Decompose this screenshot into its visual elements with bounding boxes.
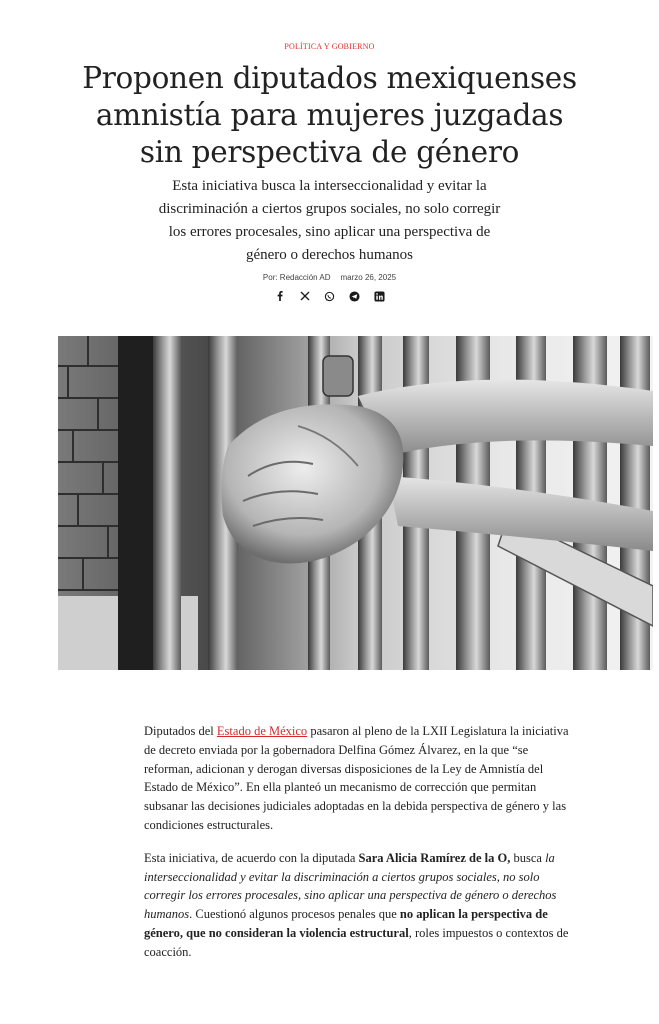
- text-run: . Cuestionó algunos procesos penales que: [189, 907, 400, 922]
- share-bar: [0, 290, 659, 302]
- article-paragraph-1: [144, 722, 574, 835]
- hero-photo: [58, 336, 653, 670]
- telegram-icon[interactable]: [349, 290, 361, 302]
- publish-date: marzo 26, 2025: [340, 273, 397, 282]
- category-label[interactable]: POLÍTICA Y GOBIERNO: [284, 42, 375, 51]
- text-run: busca: [510, 850, 546, 865]
- facebook-icon[interactable]: [274, 290, 286, 302]
- prison-bars-hands-image: [58, 336, 653, 670]
- text-run: Esta iniciativa, de acuerdo con la diputada: [144, 850, 359, 865]
- article-body: [144, 722, 574, 976]
- article-headline: Proponen diputados mexiquenses amnistía para mujeres juzgadas sin perspectiva de género: [82, 61, 577, 169]
- text-run: Diputados del: [144, 724, 217, 738]
- bold-text: no aplican la perspectiva de género, que no consideran la violencia estructural: [144, 907, 548, 940]
- estado-de-mexico-link[interactable]: Estado de México: [216, 724, 308, 738]
- text-run: , roles impuestos o contextos de coacción.: [144, 925, 569, 959]
- byline: [0, 273, 659, 282]
- article-subtitle: Esta iniciativa busca la interseccionalidad y evitar la discriminación a ciertos grupos sociales, no solo corregir los errores procesales, sino aplicar una perspectiva de género o derechos humanos: [158, 178, 501, 263]
- whatsapp-icon[interactable]: [324, 290, 336, 302]
- italic-text: la interseccionalidad y evitar la discriminación a ciertos grupos sociales, no solo corregir los errores procesales, sino aplicar una perspectiva de género o derechos humanos: [144, 850, 557, 922]
- x-icon[interactable]: [299, 290, 311, 302]
- author: Por: Redacción AD: [262, 273, 331, 282]
- text-run: pasaron al pleno de la LXII Legislatura la iniciativa de decreto enviada por la gobernadora Delfina Gómez Álvarez, en la que “se reforman, adicionan y derogan diversas disposiciones de la Ley de Amnistía del Estado de México”. En ella planteó un mecanismo de corrección que permitan subsanar las decisiones judiciales adoptadas en la debida perspectiva de género y las condiciones estructurales.: [144, 724, 569, 832]
- article-paragraph-2: [144, 849, 574, 962]
- bold-text: Sara Alicia Ramírez de la O,: [358, 850, 511, 865]
- linkedin-icon[interactable]: [374, 290, 386, 302]
